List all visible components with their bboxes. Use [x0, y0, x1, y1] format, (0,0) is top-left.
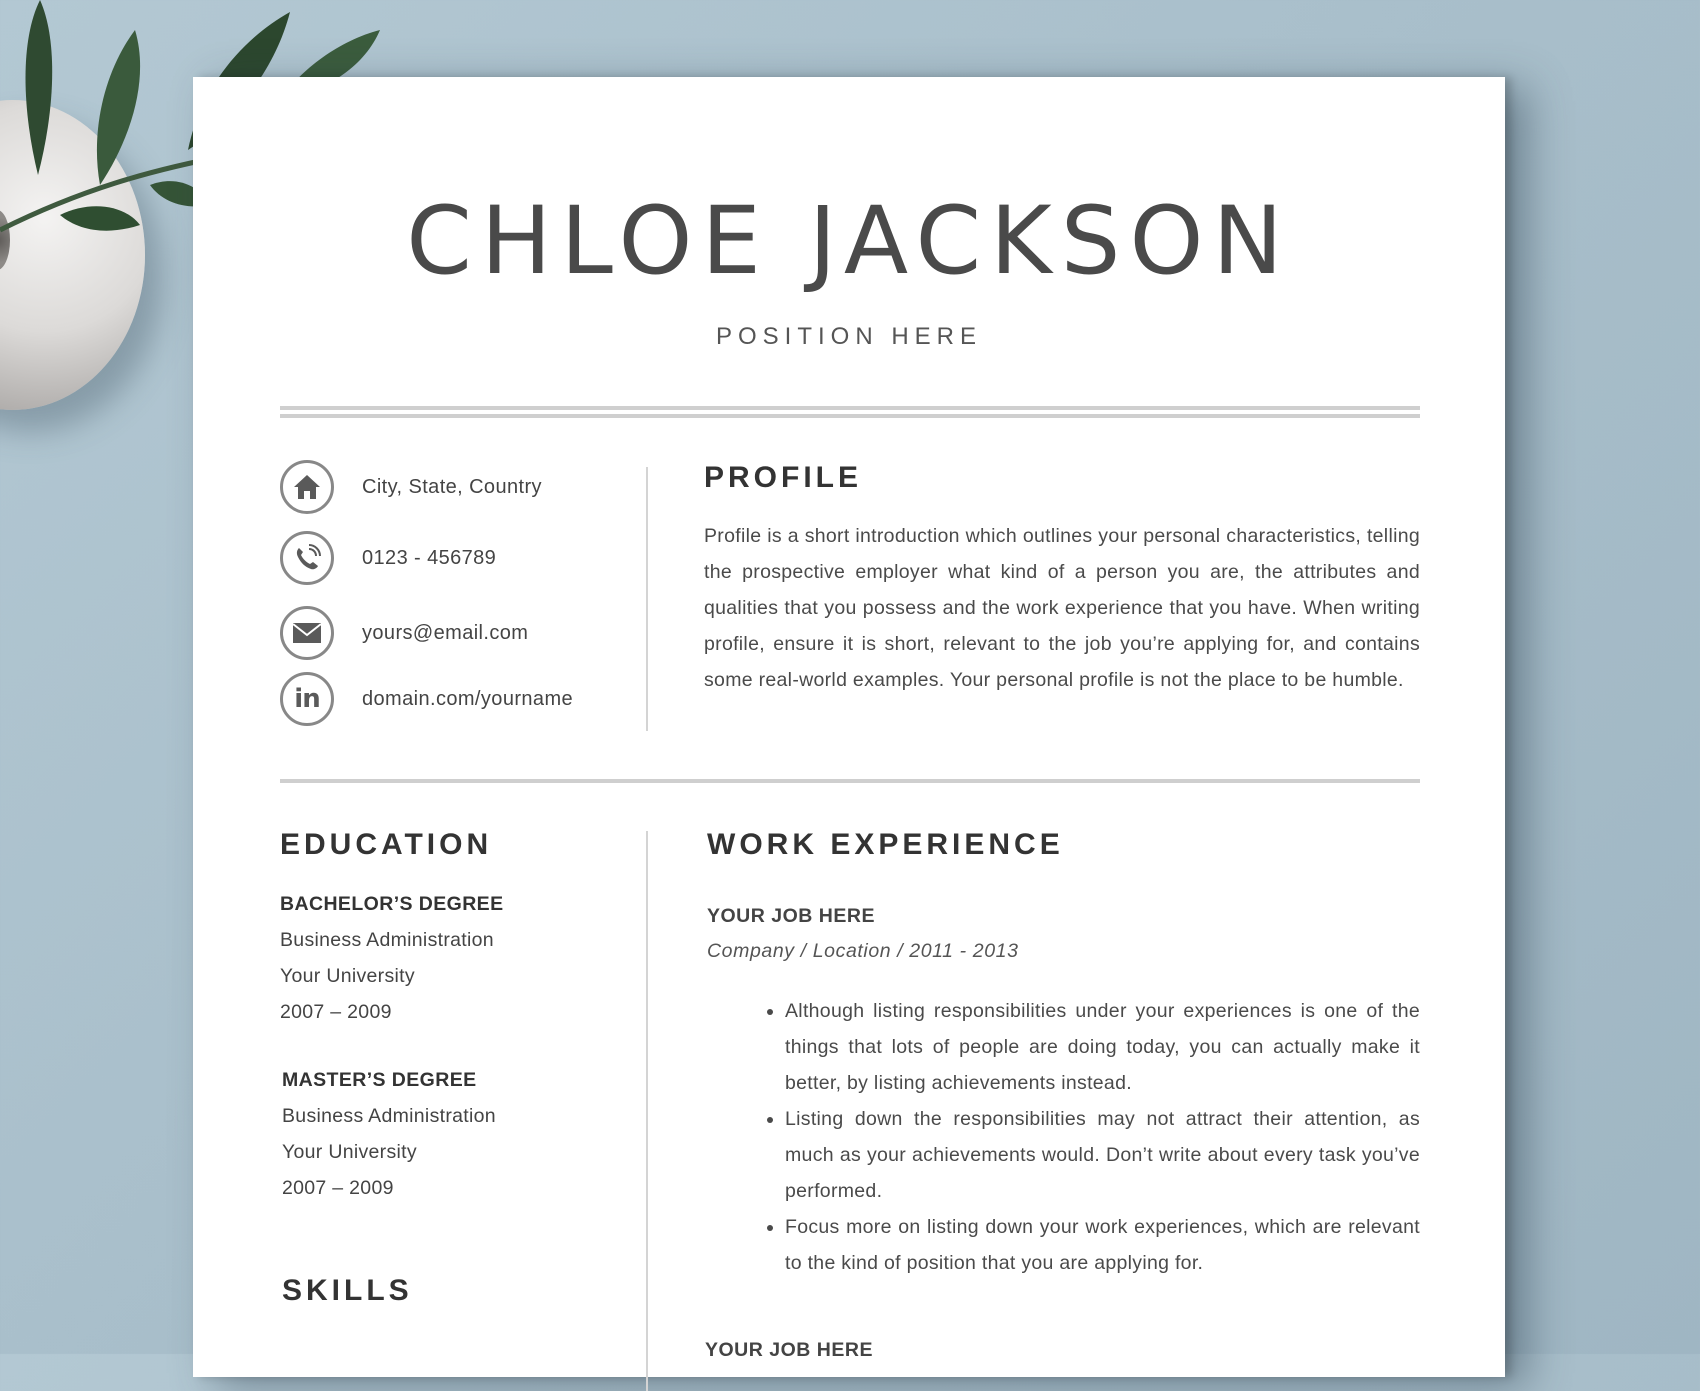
- home-icon: [280, 460, 334, 514]
- contact-email-text: yours@email.com: [362, 621, 529, 644]
- profile-heading: PROFILE: [704, 461, 863, 494]
- contact-phone-text: 0123 - 456789: [362, 546, 497, 569]
- job-company-meta: Company / Location / 2011 - 2013: [707, 940, 1019, 962]
- header-divider-bottom: [280, 414, 1420, 418]
- degree-field: Business Administration: [282, 1105, 496, 1127]
- list-item: • Listing down the responsibilities may not attract their attention, as much as your achievements would. Don’t write about every task you’ve performed.: [785, 1101, 1420, 1209]
- contact-linkedin: [280, 669, 573, 729]
- degree-field: Business Administration: [280, 929, 494, 951]
- skills-heading: SKILLS: [282, 1274, 413, 1307]
- header-divider-top: [280, 406, 1420, 410]
- list-item: • Although listing responsibilities under your experiences is one of the things that lots of people are doing today, you can actually make it better, by listing achievements instead.: [785, 993, 1420, 1101]
- contact-column-divider: [646, 467, 648, 731]
- section-divider: [280, 779, 1420, 783]
- degree-title: MASTER’S DEGREE: [282, 1069, 477, 1091]
- position-title: POSITION HERE: [715, 323, 983, 350]
- profile-text: Profile is a short introduction which outlines your personal characteristics, telling the prospective employer what kind of a person you are, the attributes and qualities that you possess and the work experience that you have. When writing profile, ensure it is short, relevant to the job you’re applying for, and contains some real-world examples. Your personal profile is not the place to be humble.: [704, 525, 1420, 691]
- education-heading: EDUCATION: [280, 828, 493, 861]
- contact-address: [280, 457, 542, 517]
- education-column-divider: [646, 831, 648, 1391]
- contact-email: [280, 603, 528, 663]
- contact-phone: [280, 528, 496, 588]
- linkedin-icon: in: [280, 672, 334, 726]
- contact-address-text: City, State, Country: [362, 475, 542, 498]
- candidate-name: CHLOE JACKSON: [406, 187, 1292, 296]
- work-experience-heading: WORK EXPERIENCE: [707, 828, 1064, 861]
- phone-icon: [280, 531, 334, 585]
- job-title-second: YOUR JOB HERE: [705, 1339, 873, 1361]
- degree-school: Your University: [280, 965, 415, 987]
- resume-page: [193, 77, 1505, 1377]
- contact-linkedin-text: domain.com/yourname: [362, 687, 574, 710]
- degree-years: 2007 – 2009: [280, 1001, 392, 1023]
- education-entry-master: [282, 1062, 622, 1206]
- job-responsibilities-list: [707, 993, 1420, 1281]
- education-entry-bachelor: [280, 886, 620, 1030]
- degree-school: Your University: [282, 1141, 417, 1163]
- degree-title: BACHELOR’S DEGREE: [280, 893, 504, 915]
- list-item: • Focus more on listing down your work experiences, which are relevant to the kind of position that you are applying for.: [785, 1209, 1420, 1281]
- email-icon: [280, 606, 334, 660]
- degree-years: 2007 – 2009: [282, 1177, 394, 1199]
- job-title: YOUR JOB HERE: [707, 905, 875, 927]
